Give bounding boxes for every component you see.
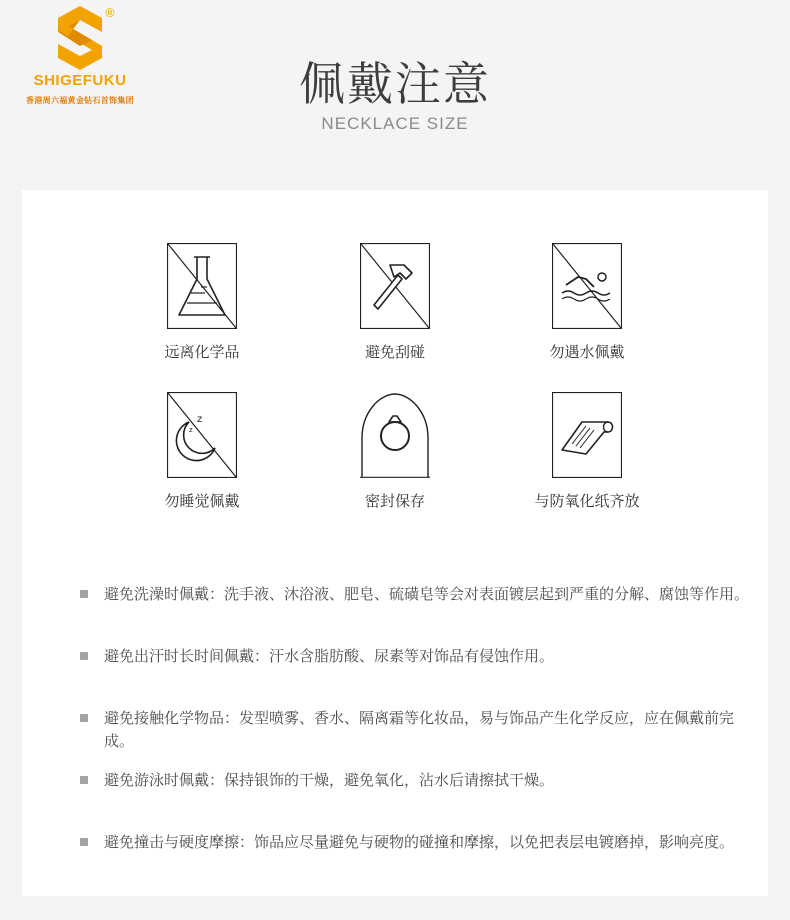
- note-text: 避免撞击与硬度摩擦：饰品应尽量避免与硬物的碰撞和摩擦，以免把表层电镀磨掉，影响亮度。: [104, 833, 735, 851]
- icon-label-water: 勿遇水佩戴: [549, 343, 625, 361]
- swimming-prohibited-icon: [552, 243, 622, 329]
- sealed-bag-ring-icon: [360, 392, 430, 478]
- hammer-prohibited-icon: [360, 243, 430, 329]
- note-text: 避免出汗时长时间佩戴：汗水含脂肪酸、尿素等对饰品有侵蚀作用。: [104, 647, 555, 665]
- registered-mark: ®: [104, 6, 116, 20]
- svg-text:z: z: [197, 414, 203, 425]
- icon-label-scratch: 避免刮碰: [364, 343, 425, 361]
- bullet-square: [80, 776, 88, 784]
- flask-prohibited-icon: [167, 243, 237, 329]
- icon-label-chemicals: 远离化学品: [164, 343, 240, 361]
- brand-tagline: 香港周六福黄金钻石首饰集团: [26, 96, 134, 105]
- note-text: 避免洗澡时佩戴：洗手液、沐浴液、肥皂、硫磺皂等会对表面镀层起到严重的分解、腐蚀等作用。: [104, 585, 750, 603]
- list-item: [80, 707, 760, 753]
- note-text: 避免接触化学物品：发型喷雾、香水、隔离霜等化妆品，易与饰品产生化学反应，应在佩戴前完成。: [104, 709, 735, 750]
- list-item: [80, 769, 760, 792]
- bullet-square: [80, 590, 88, 598]
- icon-label-paper: 与防氧化纸齐放: [534, 492, 640, 510]
- icon-label-sleep: 勿睡觉佩戴: [164, 492, 240, 510]
- bullet-square: [80, 652, 88, 660]
- page-subtitle: NECKLACE SIZE: [321, 114, 469, 133]
- list-item: [80, 831, 760, 854]
- anti-oxidation-paper-icon: [552, 392, 622, 478]
- page-title: 佩戴注意: [299, 57, 491, 111]
- brand-name: SHIGEFUKU: [33, 72, 127, 89]
- bullet-square: [80, 838, 88, 846]
- list-item: [80, 583, 760, 606]
- sleep-prohibited-icon: [167, 392, 237, 478]
- list-item: [80, 645, 760, 668]
- note-text: 避免游泳时佩戴：保持银饰的干燥，避免氧化，沾水后请擦拭干燥。: [104, 771, 555, 789]
- svg-text:z: z: [189, 426, 193, 434]
- bullet-square: [80, 714, 88, 722]
- icon-label-sealed: 密封保存: [364, 492, 425, 510]
- care-instructions-card: [22, 190, 768, 896]
